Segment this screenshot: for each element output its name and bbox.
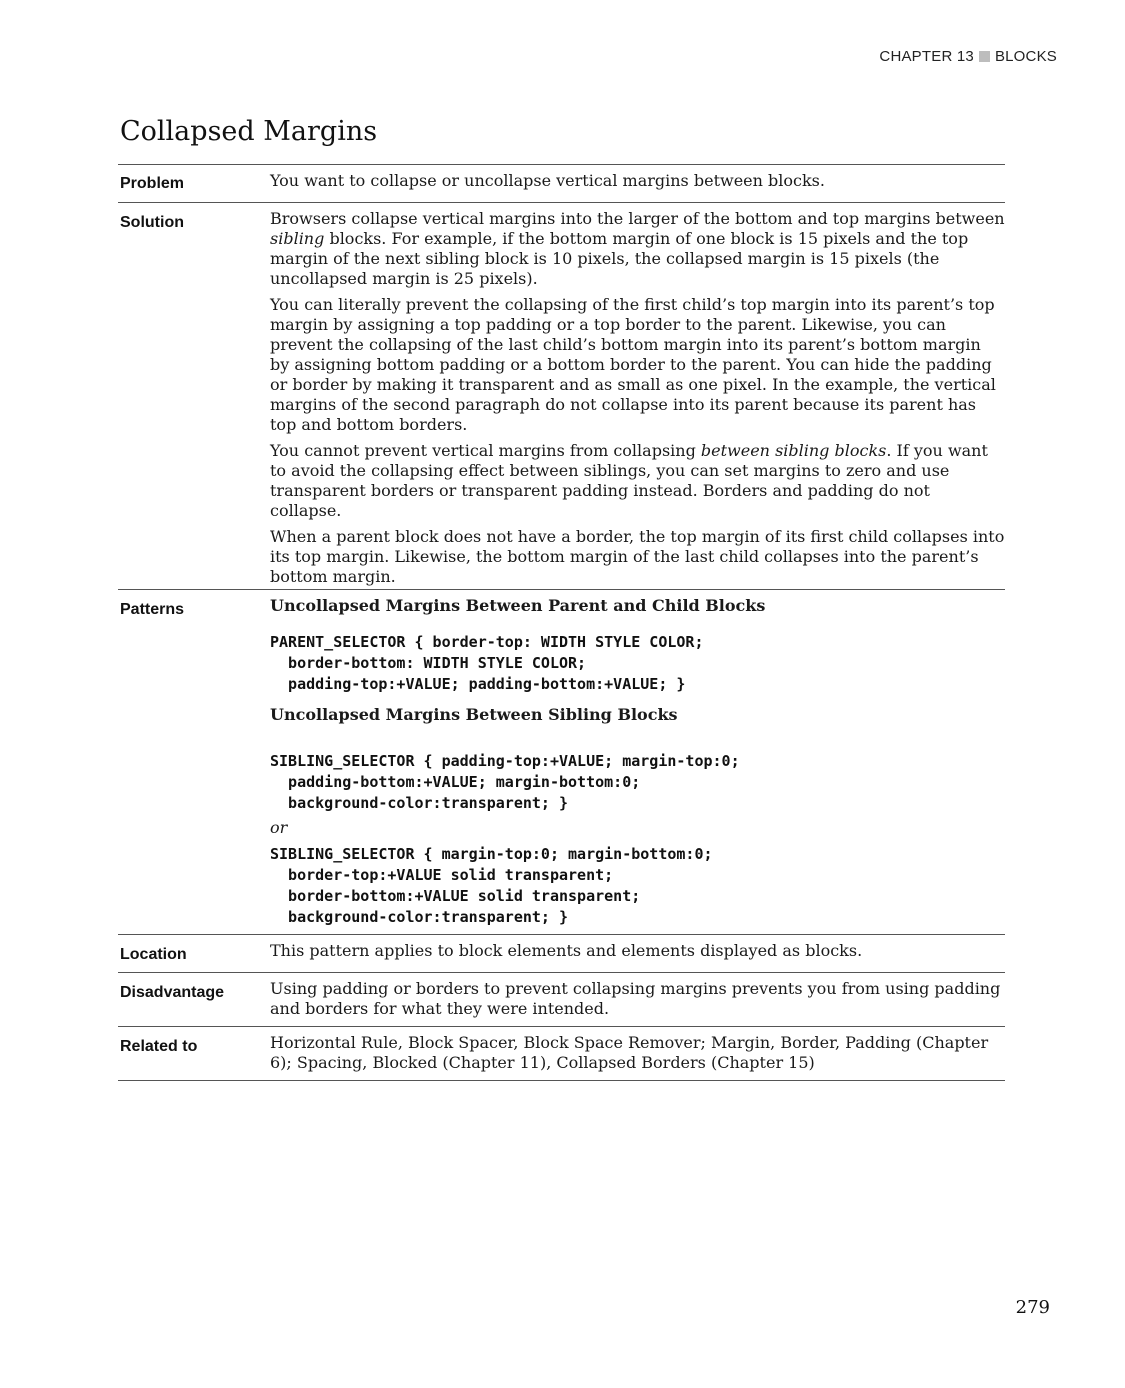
row-location <box>118 935 1005 973</box>
solution-paragraph-1: Browsers collapse vertical margins into the larger of the bottom and top margins between sibling blocks. For example, if the bottom margin of one block is 15 pixels and the top margin of the next sibling block is 10 pixels, the collapsed margin is 15 pixels (the uncollapsed margin is 25 pixels). <box>270 209 1005 288</box>
running-header <box>879 48 1057 65</box>
location-label: Location <box>120 946 187 963</box>
row-disadvantage <box>118 973 1005 1027</box>
disadvantage-label: Disadvantage <box>120 984 225 1001</box>
row-patterns <box>118 590 1005 935</box>
pattern-table <box>118 164 1005 1081</box>
solution-paragraph-4: When a parent block does not have a border, the top margin of its first child collapses into its top margin. Likewise, the bottom margin of the last child collapses into the parent’s bottom margin. <box>270 527 1005 586</box>
disadvantage-text: Using padding or borders to prevent collapsing margins prevents you from using padding and borders for what they were intended. <box>270 979 1001 1018</box>
row-solution <box>118 203 1005 590</box>
patterns-content <box>270 590 1005 935</box>
page-number: 279 <box>1015 1297 1050 1318</box>
pattern-heading-parent-child: Uncollapsed Margins Between Parent and Child Blocks <box>270 596 766 615</box>
row-related <box>118 1027 1005 1081</box>
code-block-sibling-padding: SIBLING_SELECTOR { padding-top:+VALUE; margin-top:0; padding-bottom:+VALUE; margin-bottom:0; background-color:transparent; } <box>270 752 740 812</box>
emphasis-sibling: sibling <box>270 229 325 248</box>
problem-label: Problem <box>120 175 185 192</box>
code-block-sibling-border: SIBLING_SELECTOR { margin-top:0; margin-bottom:0; border-top:+VALUE solid transparent; border-bottom:+VALUE solid transparent; background-color:transparent; } <box>270 845 713 926</box>
solution-content <box>270 203 1005 590</box>
row-problem <box>118 165 1005 203</box>
solution-label: Solution <box>120 214 184 231</box>
location-text: This pattern applies to block elements and elements displayed as blocks. <box>270 941 863 960</box>
related-text: Horizontal Rule, Block Spacer, Block Space Remover; Margin, Border, Padding (Chapter 6); Spacing, Blocked (Chapter 11), Collapsed Borders (Chapter 15) <box>270 1033 989 1072</box>
patterns-label: Patterns <box>120 601 185 618</box>
separator-square-icon <box>979 51 990 62</box>
problem-text: You want to collapse or uncollapse vertical margins between blocks. <box>270 171 825 190</box>
emphasis-between-siblings: between sibling blocks <box>700 441 887 460</box>
or-separator: or <box>270 818 288 837</box>
solution-paragraph-2: You can literally prevent the collapsing of the first child’s top margin into its parent’s top margin by assigning a top padding or a top border to the parent. Likewise, you can prevent the collapsing of the last child’s bottom margin into its parent’s bottom margin by assigning bottom padding or a bottom border to the parent. You can hide the padding or border by making it transparent and as small as one pixel. In the example, the vertical margins of the second paragraph do not collapse into its parent because its parent has top and bottom borders. <box>270 295 996 434</box>
chapter-label: CHAPTER 13 <box>879 48 974 65</box>
pattern-heading-sibling: Uncollapsed Margins Between Sibling Blocks <box>270 705 678 724</box>
code-block-parent-child: PARENT_SELECTOR { border-top: WIDTH STYLE COLOR; border-bottom: WIDTH STYLE COLOR; padding-top:+VALUE; padding-bottom:+VALUE; } <box>270 633 704 693</box>
related-label: Related to <box>120 1038 198 1055</box>
section-title: Collapsed Margins <box>120 116 378 147</box>
section-label: BLOCKS <box>994 48 1057 65</box>
solution-paragraph-3: You cannot prevent vertical margins from collapsing between sibling blocks. If you want to avoid the collapsing effect between siblings, you can set margins to zero and use transparent borders or transparent padding instead. Borders and padding do not collapse. <box>270 441 988 520</box>
